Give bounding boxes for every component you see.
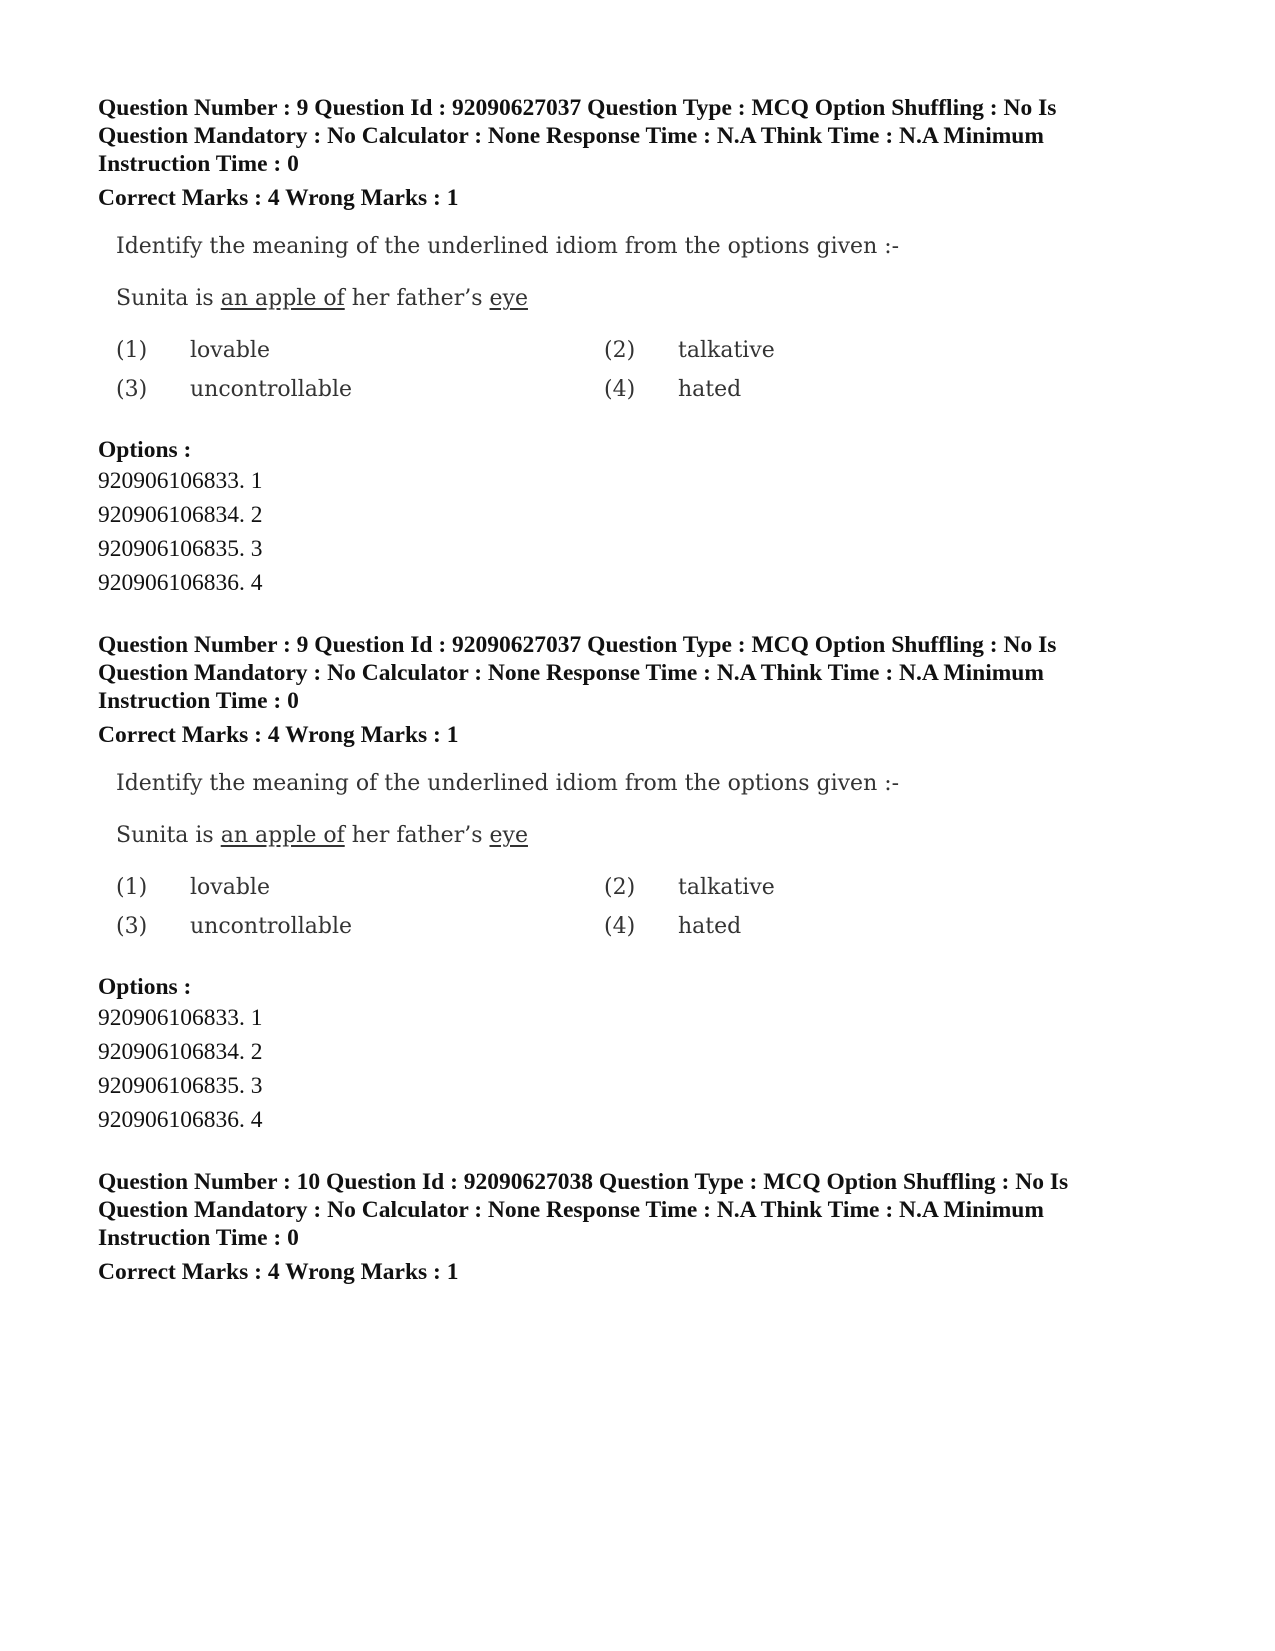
meta-line: Instruction Time : 0 <box>98 688 299 714</box>
choice-number: (3) <box>116 914 148 939</box>
choice-text: uncontrollable <box>190 377 353 402</box>
choice-text: uncontrollable <box>190 914 353 939</box>
choice-text: lovable <box>190 875 270 900</box>
question-block-2 <box>98 631 1178 1137</box>
choice-1 <box>116 338 270 363</box>
choice-text: hated <box>678 914 742 939</box>
marks-line: Correct Marks : 4 Wrong Marks : 1 <box>98 185 459 211</box>
choice-text: talkative <box>678 338 775 363</box>
choice-4 <box>604 377 741 402</box>
choice-number: (1) <box>116 338 148 363</box>
option-id: 920906106836. 4 <box>98 570 263 596</box>
meta-line: Instruction Time : 0 <box>98 151 299 177</box>
choice-text: hated <box>678 377 742 402</box>
underlined-idiom-part: eye <box>489 823 528 848</box>
meta-line: Question Mandatory : No Calculator : None Response Time : N.A Think Time : N.A Minimum <box>98 660 1044 686</box>
meta-line: Question Mandatory : No Calculator : None Response Time : N.A Think Time : N.A Minimum <box>98 1197 1044 1223</box>
underlined-idiom-part: an apple of <box>220 286 345 311</box>
choice-2 <box>604 875 775 900</box>
sentence-text: her father’s <box>344 823 490 848</box>
marks-line: Correct Marks : 4 Wrong Marks : 1 <box>98 722 459 748</box>
question-body <box>116 771 936 951</box>
option-id: 920906106833. 1 <box>98 468 263 494</box>
question-sentence <box>116 286 528 311</box>
choice-number: (2) <box>604 875 636 900</box>
underlined-idiom-part: an apple of <box>220 823 345 848</box>
sentence-text: Sunita is <box>116 823 221 848</box>
question-prompt: Identify the meaning of the underlined idiom from the options given :- <box>116 771 900 796</box>
choice-3 <box>116 914 352 939</box>
meta-line: Question Number : 9 Question Id : 92090627037 Question Type : MCQ Option Shuffling : No Is <box>98 632 1057 658</box>
choice-number: (4) <box>604 914 636 939</box>
question-meta <box>98 94 1178 178</box>
question-prompt: Identify the meaning of the underlined idiom from the options given :- <box>116 234 900 259</box>
choice-2 <box>604 338 775 363</box>
option-id: 920906106834. 2 <box>98 502 263 528</box>
option-id: 920906106836. 4 <box>98 1107 263 1133</box>
sentence-text: Sunita is <box>116 286 221 311</box>
question-block-1 <box>98 94 1178 600</box>
question-block-3 <box>98 1168 1178 1286</box>
meta-line: Question Number : 9 Question Id : 92090627037 Question Type : MCQ Option Shuffling : No Is <box>98 95 1057 121</box>
meta-line: Instruction Time : 0 <box>98 1225 299 1251</box>
choice-number: (1) <box>116 875 148 900</box>
option-id: 920906106835. 3 <box>98 536 263 562</box>
choice-number: (2) <box>604 338 636 363</box>
choice-1 <box>116 875 270 900</box>
question-meta <box>98 1168 1178 1252</box>
choice-number: (4) <box>604 377 636 402</box>
underlined-idiom-part: eye <box>489 286 528 311</box>
options-heading: Options : <box>98 437 192 463</box>
meta-line: Question Mandatory : No Calculator : None Response Time : N.A Think Time : N.A Minimum <box>98 123 1044 149</box>
option-id: 920906106835. 3 <box>98 1073 263 1099</box>
option-id: 920906106833. 1 <box>98 1005 263 1031</box>
choice-4 <box>604 914 741 939</box>
choice-text: lovable <box>190 338 270 363</box>
options-heading: Options : <box>98 974 192 1000</box>
meta-line: Question Number : 10 Question Id : 92090627038 Question Type : MCQ Option Shuffling : No Is <box>98 1169 1069 1195</box>
sentence-text: her father’s <box>344 286 490 311</box>
option-id: 920906106834. 2 <box>98 1039 263 1065</box>
choice-text: talkative <box>678 875 775 900</box>
choice-3 <box>116 377 352 402</box>
question-body <box>116 234 936 414</box>
question-meta <box>98 631 1178 715</box>
marks-line: Correct Marks : 4 Wrong Marks : 1 <box>98 1259 459 1285</box>
question-sentence <box>116 823 528 848</box>
choice-number: (3) <box>116 377 148 402</box>
